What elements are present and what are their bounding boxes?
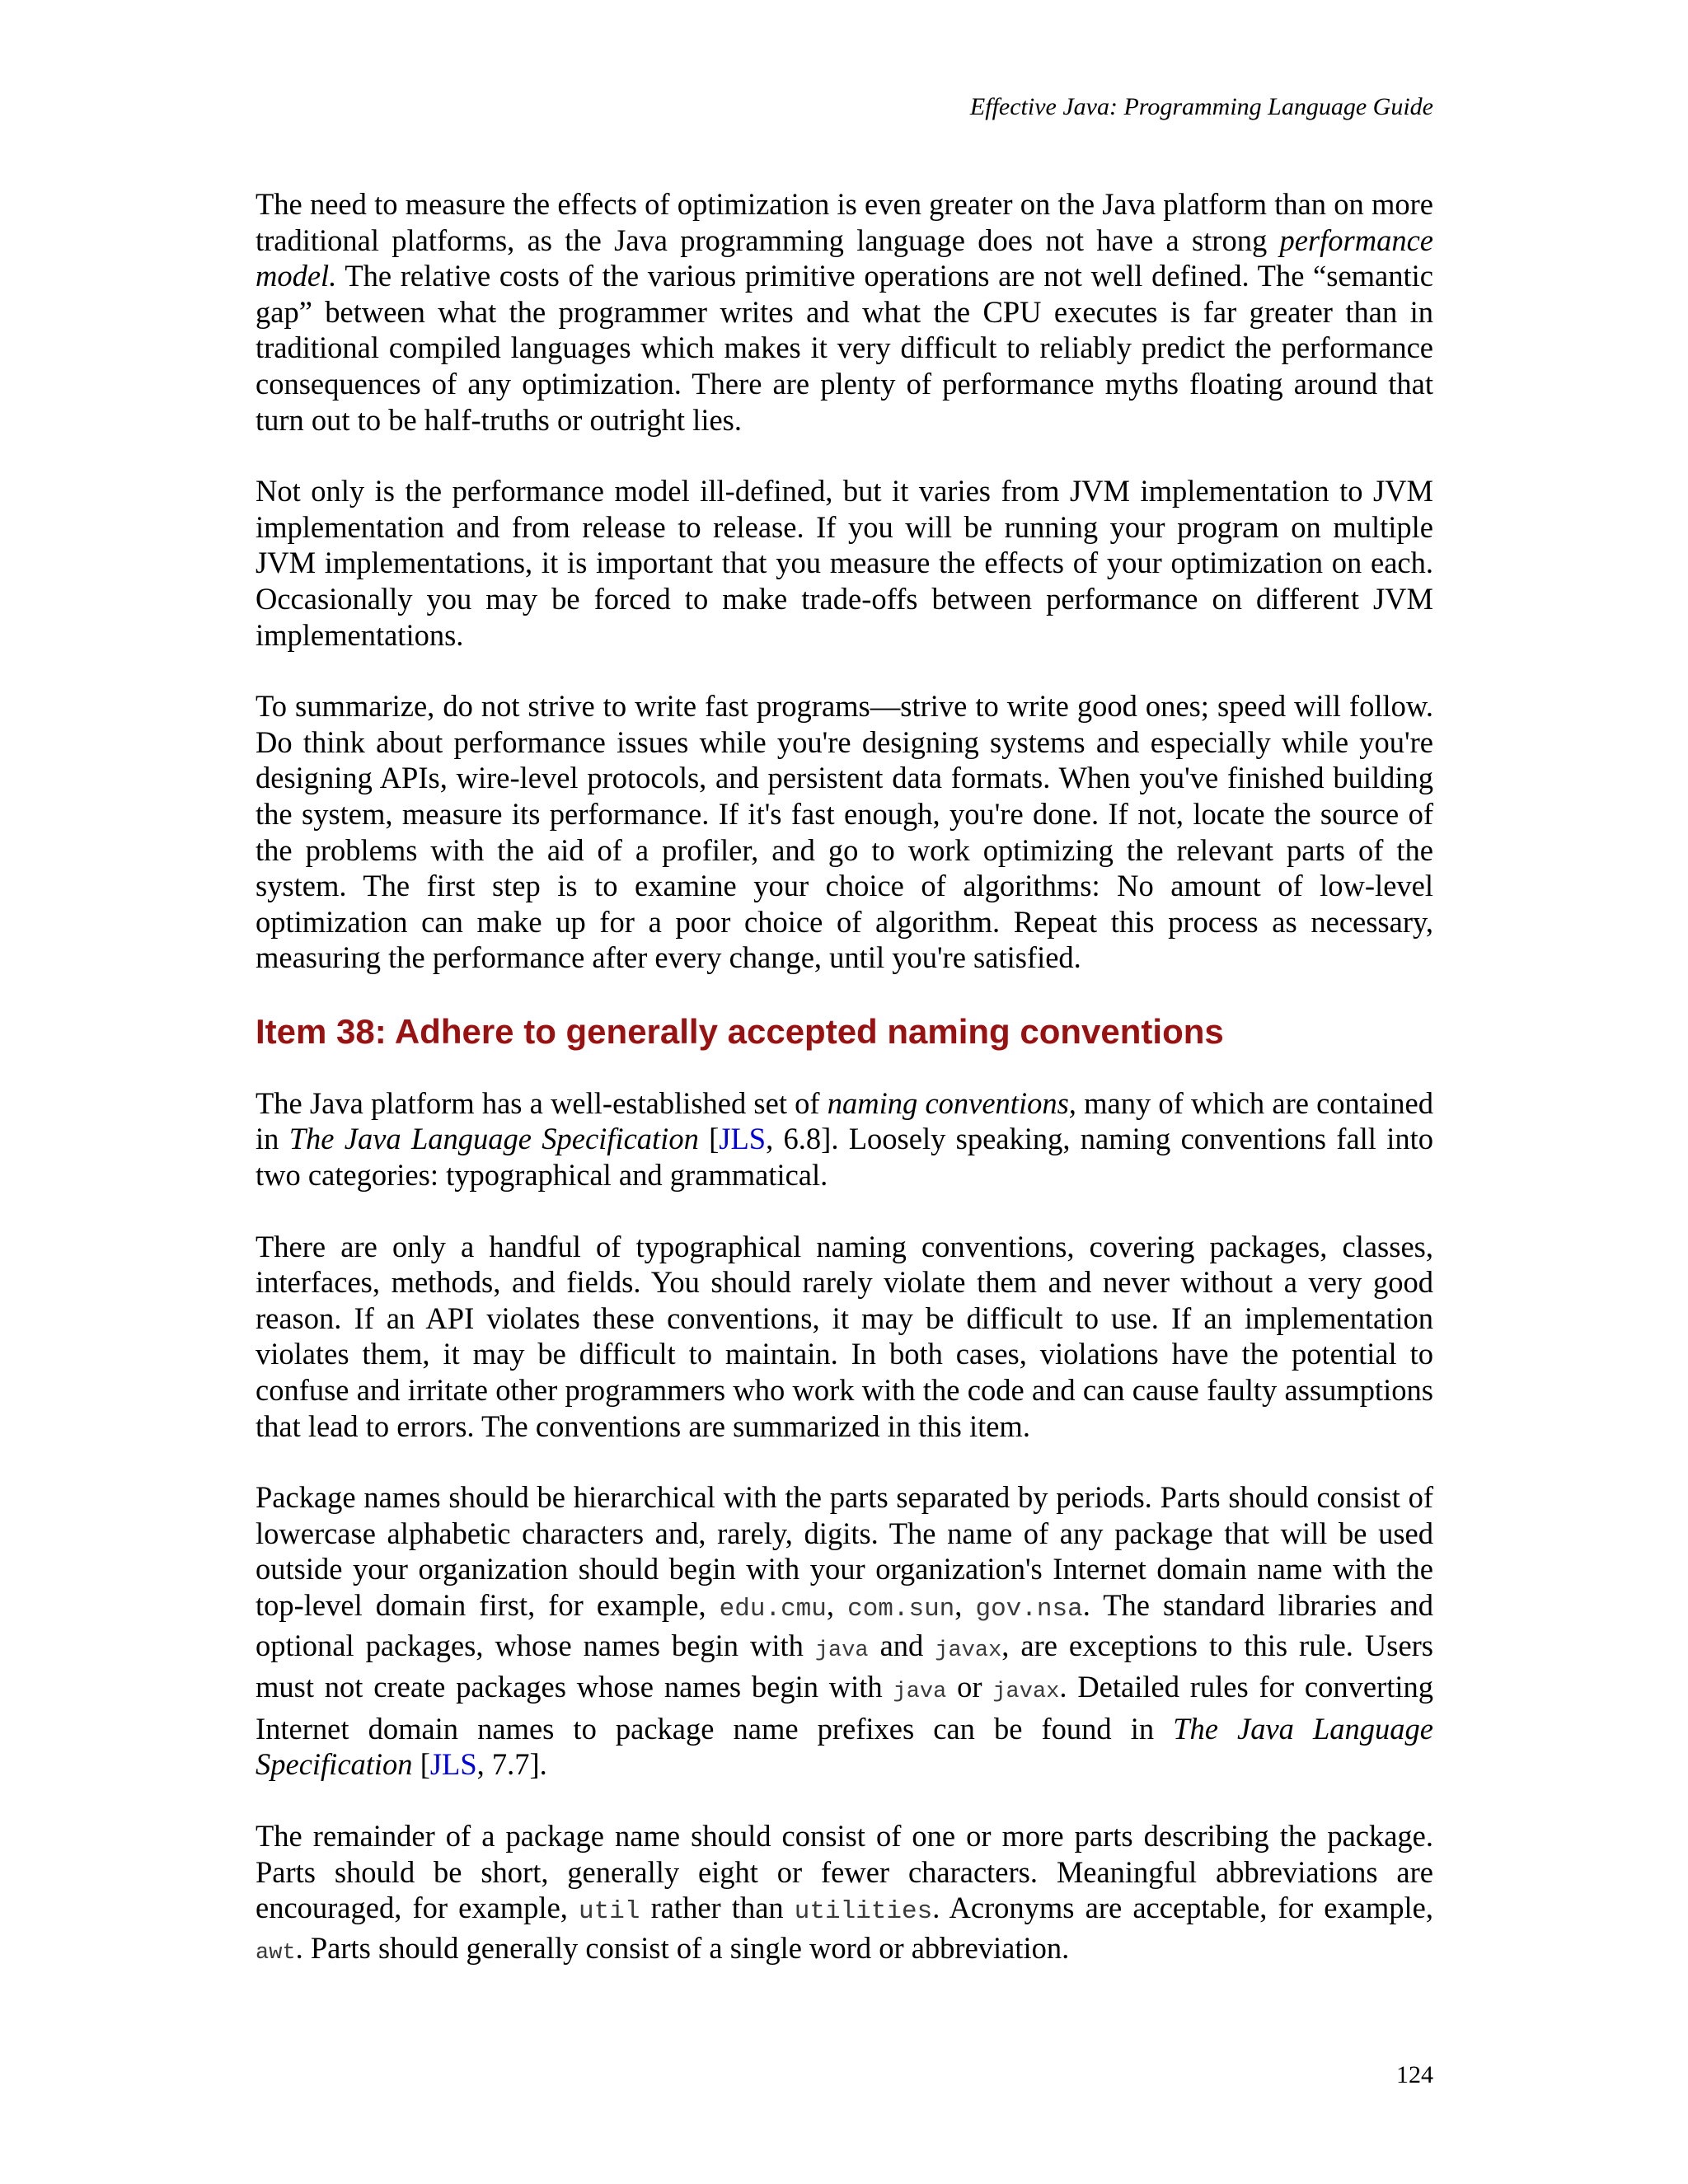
emphasis-performance-model: performance model. <box>256 223 1433 293</box>
paragraph-optimization-measure <box>256 186 1433 438</box>
text-run: Package names should be hierarchical with the parts separated by periods. Parts should consist of lowercase alphabetic characters and, rarely, digits. The name of any package that will be used outside your organization should begin with your organization's Internet domain name with the top-level domain first, for example, <box>256 1480 1433 1622</box>
section-heading-item-38: Item 38: Adhere to generally accepted naming conventions <box>256 1011 1224 1051</box>
book-title-jls: The Java Language Specification <box>288 1122 699 1156</box>
book-title-jls: The Java Language Specification <box>256 1711 1433 1782</box>
text-run: The Java platform has a well-established set of <box>256 1085 828 1120</box>
paragraph-package-names <box>256 1479 1433 1783</box>
text-run: rather than <box>640 1891 795 1925</box>
text-run: and <box>868 1628 935 1662</box>
code-javax: javax <box>992 1680 1060 1705</box>
code-awt: awt <box>256 1940 296 1966</box>
paragraph-summary: To summarize, do not strive to write fast programs—strive to write good ones; speed will follow. Do think about performance issues while you're designing systems and especially while you're designing APIs, wire-level protocols, and persistent data formats. When you've finished building the system, measure its performance. If it's fast enough, you're done. If not, locate the source of the problems with the aid of a profiler, and go to work optimizing the relevant parts of the system. The first step is to examine your choice of algorithms: No amount of low-level optimization can make up for a poor choice of algorithm. Repeat this process as necessary, measuring the performance after every change, until you're satisfied. <box>256 689 1433 975</box>
text-run: , <box>826 1588 848 1622</box>
text-run: . Acronyms are acceptable, for example, <box>932 1891 1433 1925</box>
text-run: , <box>954 1588 976 1622</box>
paragraph-typographical-conventions: There are only a handful of typographical naming conventions, covering packages, classes, interfaces, methods, and fields. You should rarely violate them and never without a very good reason. If an API violates these conventions, it may be difficult to use. If an implementation violates them, it may be difficult to maintain. In both cases, violations have the potential to confuse and irritate other programmers who work with the code and can cause faulty assumptions that lead to errors. The conventions are summarized in this item. <box>256 1229 1433 1443</box>
text-run: The remainder of a package name should consist of one or more parts describing the package. Parts should be short, generally eight or fewer characters. Meaningful abbreviations are encouraged, for example, <box>256 1818 1433 1925</box>
text-run: , 7.7]. <box>476 1747 547 1782</box>
paragraph-naming-intro <box>256 1085 1433 1193</box>
code-java: java <box>814 1638 869 1663</box>
text-run: many of which are contained in <box>256 1085 1433 1156</box>
text-run: The need to measure the effects of optimization is even greater on the Java platform than on more traditional platforms, as the Java programming language does not have a strong <box>256 187 1433 257</box>
text-run: . The standard libraries and optional packages, whose names begin with <box>256 1588 1434 1662</box>
text-run: or <box>946 1670 993 1704</box>
code-gov-nsa: gov.nsa <box>975 1595 1083 1624</box>
code-utilities: utilities <box>794 1897 933 1927</box>
page-number: 124 <box>1396 2061 1433 2088</box>
code-edu-cmu: edu.cmu <box>719 1595 827 1624</box>
text-run: [ <box>698 1122 720 1156</box>
text-run: , are exceptions to this rule. Users must not create packages whose names begin with <box>256 1628 1434 1704</box>
jls-reference-link[interactable]: JLS <box>429 1747 477 1782</box>
text-run: The relative costs of the various primitive operations are not well defined. The “semantic gap” between what the programmer writes and what the CPU executes is far greater than in traditional compiled languages which makes it very difficult to reliably predict the performance consequences of any optimization. There are plenty of performance myths floating around that turn out to be half-truths or outright lies. <box>256 259 1433 437</box>
page-body <box>256 186 1433 2007</box>
text-run: [ <box>412 1747 430 1782</box>
jls-reference-link[interactable]: JLS <box>719 1122 767 1156</box>
code-com-sun: com.sun <box>847 1595 955 1624</box>
text-run: . Detailed rules for converting Internet domain names to package name prefixes can be found in <box>256 1670 1433 1746</box>
running-header: Effective Java: Programming Language Guide <box>969 93 1433 120</box>
code-java: java <box>893 1680 947 1705</box>
emphasis-naming-conventions: naming conventions, <box>827 1085 1076 1120</box>
paragraph-package-parts <box>256 1818 1433 1971</box>
code-util: util <box>579 1897 640 1927</box>
code-javax: javax <box>935 1638 1002 1663</box>
text-run: . Parts should generally consist of a single word or abbreviation. <box>295 1930 1070 1965</box>
paragraph-jvm-variation: Not only is the performance model ill-defined, but it varies from JVM implementation to JVM implementation and from release to release. If you will be running your program on multiple JVM implementations, it is important that you measure the effects of your optimization on each. Occasionally you may be forced to make trade-offs between performance on different JVM implementations. <box>256 474 1433 652</box>
text-run: , 6.8]. Loosely speaking, naming conventions fall into two categories: typographical and grammatical. <box>256 1122 1434 1193</box>
